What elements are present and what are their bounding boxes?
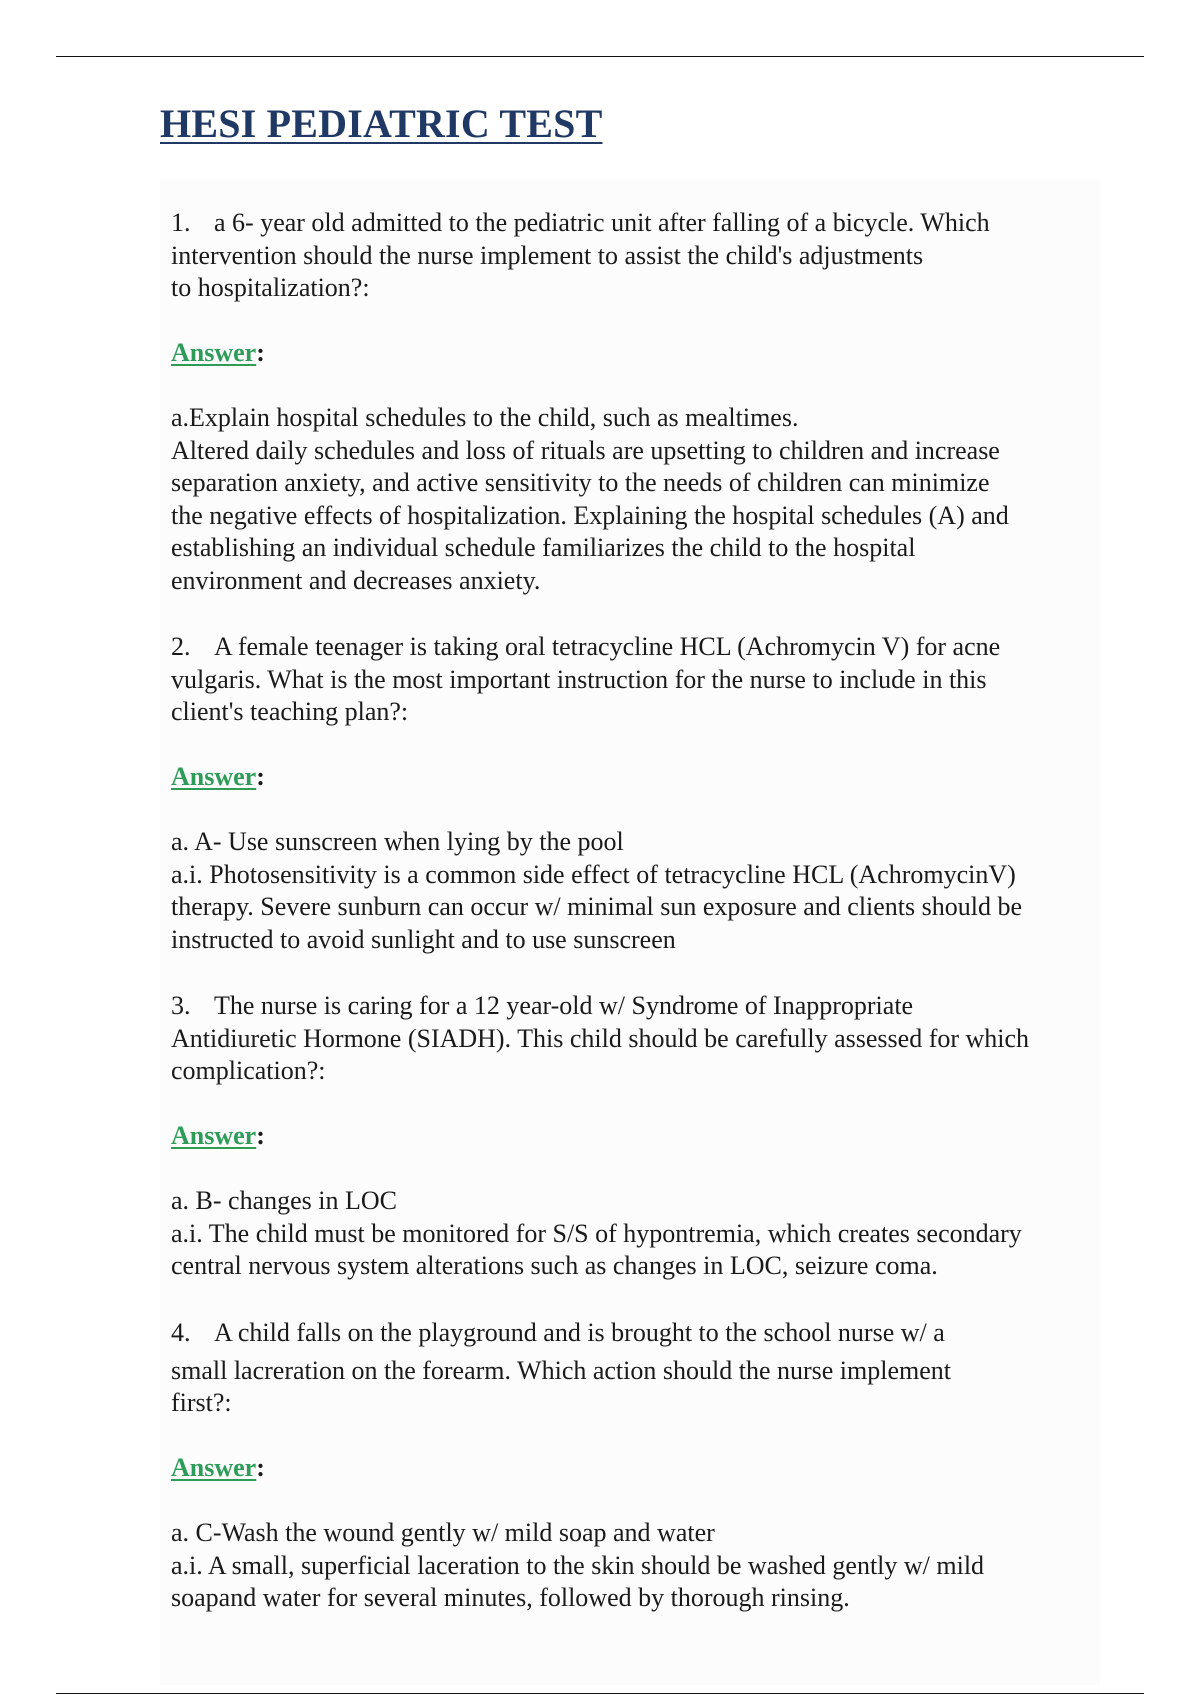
answer-2	[171, 826, 1101, 956]
answer-1-heading: Answer:	[171, 338, 265, 367]
answer-3-heading: Answer:	[171, 1121, 265, 1150]
answer-2-heading: Answer:	[171, 762, 265, 791]
answer-3	[171, 1185, 1101, 1283]
question-4-line-1: A child falls on the playground and is brought to the school nurse w/ a	[214, 1318, 945, 1347]
answer-1-line-1: a.Explain hospital schedules to the child, such as mealtimes.	[171, 403, 799, 432]
question-4-number: 4.	[171, 1318, 191, 1347]
question-4	[171, 1317, 1101, 1420]
answer-3-line-3: central nervous system alterations such as changes in LOC, seizure coma.	[171, 1251, 938, 1280]
answer-4-line-3: soapand water for several minutes, followed by thorough rinsing.	[171, 1583, 850, 1612]
answer-1-line-3: separation anxiety, and active sensitivity to the needs of children can minimize	[171, 468, 990, 497]
question-3-line-3: complication?:	[171, 1056, 326, 1085]
question-3-number: 3.	[171, 991, 191, 1020]
answer-4-heading: Answer:	[171, 1453, 265, 1482]
answer-1-line-2: Altered daily schedules and loss of rituals are upsetting to children and increase	[171, 435, 1000, 465]
answer-4	[171, 1517, 1101, 1615]
question-1-number: 1.	[171, 208, 191, 237]
question-2	[171, 631, 1101, 729]
answer-label: Answer	[171, 762, 257, 791]
question-3	[171, 990, 1101, 1088]
answer-label: Answer	[171, 338, 257, 367]
answer-2-line-4: instructed to avoid sunlight and to use sunscreen	[171, 924, 676, 954]
answer-1-line-4: the negative effects of hospitalization. Explaining the hospital schedules (A) and	[171, 500, 1009, 530]
question-2-number: 2.	[171, 632, 191, 661]
question-1-line-3: to hospitalization?:	[171, 273, 370, 302]
question-3-line-2: Antidiuretic Hormone (SIADH). This child should be carefully assessed for which	[171, 1023, 1030, 1053]
question-3-line-1: The nurse is caring for a 12 year-old w/ Syndrome of Inappropriate	[214, 991, 914, 1020]
question-4-line-2: small lacreration on the forearm. Which action should the nurse implement	[171, 1355, 951, 1385]
question-1-line-2: intervention should the nurse implement to assist the child's adjustments	[171, 240, 924, 270]
top-rule	[56, 56, 1144, 57]
question-1	[171, 207, 1101, 305]
answer-2-line-3: therapy. Severe sunburn can occur w/ minimal sun exposure and clients should be	[171, 892, 1023, 921]
answer-label: Answer	[171, 1453, 257, 1482]
question-2-line-3: client's teaching plan?:	[171, 697, 409, 726]
question-2-line-2: vulgaris. What is the most important instruction for the nurse to include in this	[171, 664, 987, 694]
answer-2-line-2: a.i. Photosensitivity is a common side effect of tetracycline HCL (AchromycinV)	[171, 859, 1016, 889]
answer-label: Answer	[171, 1121, 257, 1150]
document-title: HESI PEDIATRIC TEST	[160, 101, 603, 146]
answer-3-line-1: a. B- changes in LOC	[171, 1186, 398, 1215]
question-4-line-3: first?:	[171, 1388, 232, 1417]
answer-4-line-2: a.i. A small, superficial laceration to the skin should be washed gently w/ mild	[171, 1550, 985, 1580]
question-2-line-1: A female teenager is taking oral tetracycline HCL (Achromycin V) for acne	[214, 632, 1001, 661]
answer-2-line-1: a. A- Use sunscreen when lying by the pool	[171, 827, 624, 856]
question-1-line-1: a 6- year old admitted to the pediatric unit after falling of a bicycle. Which	[214, 208, 990, 237]
answer-1	[171, 402, 1101, 597]
answer-1-line-6: environment and decreases anxiety.	[171, 565, 541, 595]
bottom-rule	[56, 1693, 1144, 1694]
answer-1-line-5: establishing an individual schedule familiarizes the child to the hospital	[171, 533, 916, 562]
answer-4-line-1: a. C-Wash the wound gently w/ mild soap and water	[171, 1518, 715, 1547]
answer-3-line-2: a.i. The child must be monitored for S/S of hypontremia, which creates secondary	[171, 1218, 1022, 1248]
